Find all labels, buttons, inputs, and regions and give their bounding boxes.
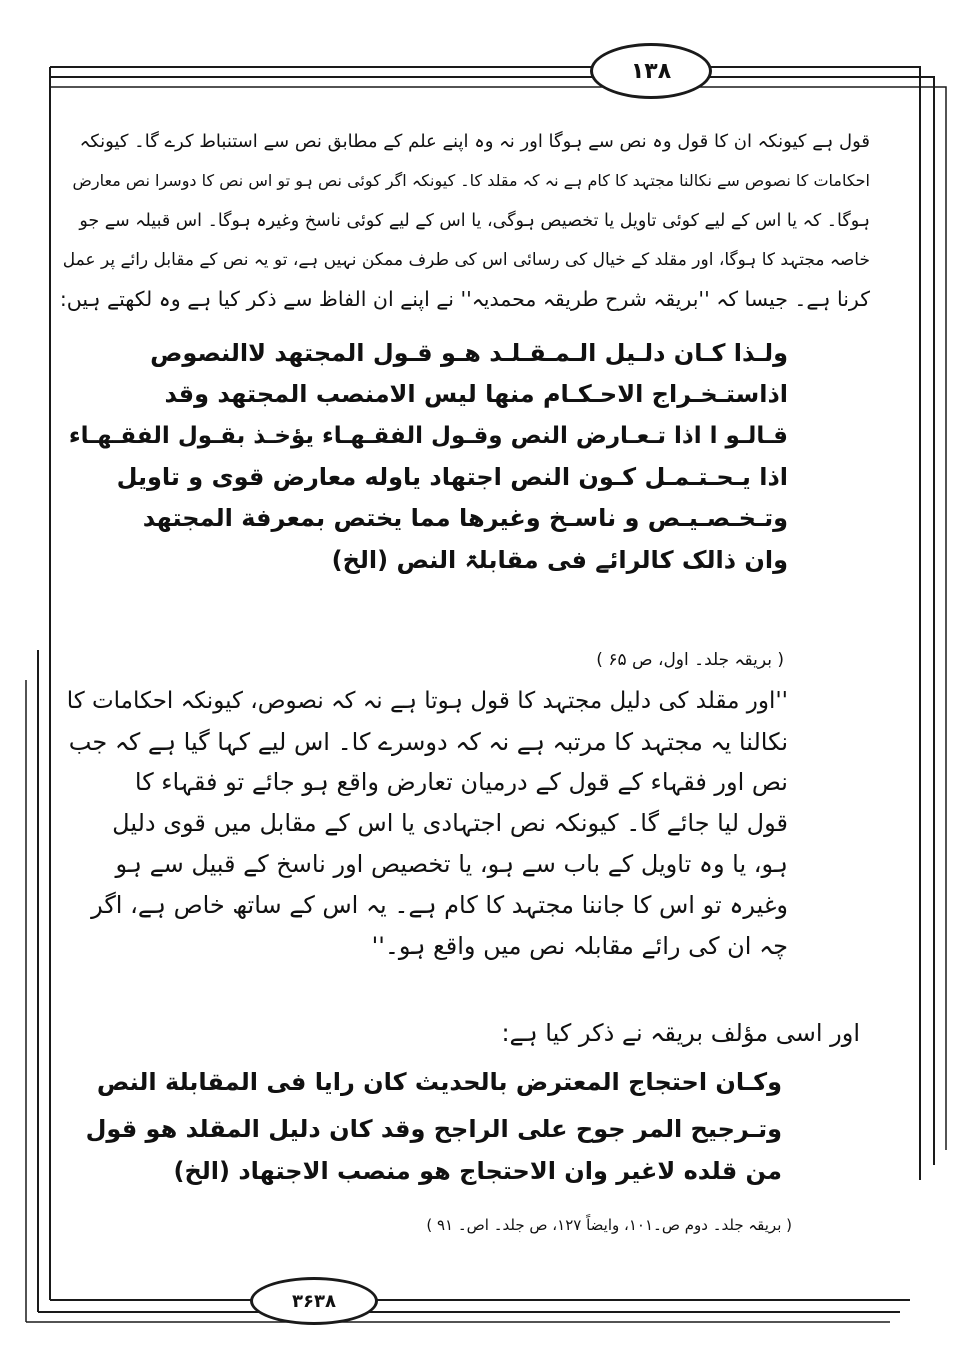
urdu-line: احکامات کا نصوص سے نکالنا مجتہد کا کام ہے نہ کہ مقلد کا۔ کیونکہ اگر کوئی نص ہو تو اس نص کا دوسرا نص معارض bbox=[72, 171, 870, 190]
translation-line: نکالنا یہ مجتہد کا مرتبہ ہے نہ کہ دوسرے کا۔ اس لیے کہا گیا ہے کہ جب bbox=[68, 728, 788, 756]
footer-number-badge bbox=[250, 1277, 378, 1325]
urdu-line: قول ہے کیونکہ ان کا قول وہ نص سے ہوگا اور نہ وہ اپنے علم کے مطابق نص سے استنباط کرے گا۔ کیونکہ bbox=[79, 131, 870, 152]
footer-number: ۳۶۳۸ bbox=[292, 1290, 336, 1312]
arabic-quote-line: قـالـو ا اذا تـعـارض النص وقـول الفقـهـاء يؤخـذ بقـول الفقـهـاء bbox=[68, 423, 788, 449]
urdu-line: خاصہ مجتہد کا ہوگا، اور مقلد کے خیال کی رسائی اس کی طرف ممکن نہیں ہے، تو یہ نص کے مقابل رائے پر عمل bbox=[62, 250, 870, 270]
arabic-quote-line: وتـخـصـيـص و ناسـخ وغيرها مما يختص بمعرفة المجتهد bbox=[142, 504, 788, 532]
urdu-line: کرنا ہے۔ جیسا کہ ''بریقہ شرح طریقہ محمدیہ'' نے اپنے ان الفاظ سے ذکر کیا ہے وہ لکھتے ہیں: bbox=[59, 287, 870, 311]
citation: ( بریقہ جلد۔ دوم ص۔۱۰۱، وایضاً ۱۲۷، ص جلد۔ اص۔ ۹۱ ) bbox=[426, 1216, 792, 1234]
translation-line: چہ ان کی رائے مقابلہ نص میں واقع ہو۔'' bbox=[371, 932, 788, 960]
arabic-quote-line: وان ذالک کالرائے فی مقابلۃ النص (الخ) bbox=[331, 546, 788, 574]
arabic-quote-line: من قلده لاغير وان الاحتجاج هو منصب الاجتهاد (الخ) bbox=[173, 1157, 782, 1185]
page-number: ۱۳۸ bbox=[630, 58, 672, 84]
translation-line: ''اور مقلد کی دلیل مجتہد کا قول ہوتا ہے نہ کہ نصوص، کیونکہ احکامات کا bbox=[66, 688, 788, 714]
page-number-badge bbox=[590, 43, 712, 99]
translation-line: نص اور فقہاء کے قول کے درمیان تعارض واقع ہو جائے تو فقہاء کا bbox=[134, 768, 788, 796]
citation: ( بریقہ جلد۔ اول، ص ۶۵ ) bbox=[596, 650, 784, 670]
arabic-quote-line: وتـرجيح المر جوح على الراجح وقد كان دليل المقلد هو قول bbox=[85, 1115, 782, 1143]
arabic-quote-line: اذا يـحـتـمـل كـون النص اجتهاد ياوله معارض قوى و تاويل bbox=[116, 463, 788, 491]
urdu-line: ہوگا۔ کہ یا اس کے لیے کوئی تاویل یا تخصیص ہوگی، یا اس کے لیے کوئی ناسخ وغیرہ ہوگا۔ اس قبیلہ سے جو bbox=[79, 211, 870, 231]
arabic-quote-line: اذاستـخـراج الاحـكـام منها ليس الامنصب المجتهد وقد bbox=[164, 380, 788, 408]
intro-line: اور اسی مؤلف بریقہ نے ذکر کیا ہے: bbox=[501, 1019, 860, 1047]
translation-line: قول لیا جائے گا۔ کیونکہ نص اجتہادی یا اس کے مقابل میں قوی دلیل bbox=[112, 809, 788, 837]
arabic-quote-line: ولـذا كـان دلـيل الـمـقـلـد هـو قـول المجتهد لاالنصوص bbox=[150, 339, 788, 367]
translation-line: وغیرہ تو اس کا جاننا مجتہد کا کام ہے۔ یہ اس کے ساتھ خاص ہے، اگر bbox=[91, 891, 788, 919]
arabic-quote-line: وكـان احتجاج المعترض بالحديث كان رايا فى المقابلة النص bbox=[96, 1068, 782, 1096]
translation-line: ہو، یا وہ تاویل کے باب سے ہو، یا تخصیص اور ناسخ کے قبیل سے ہو bbox=[115, 850, 788, 878]
